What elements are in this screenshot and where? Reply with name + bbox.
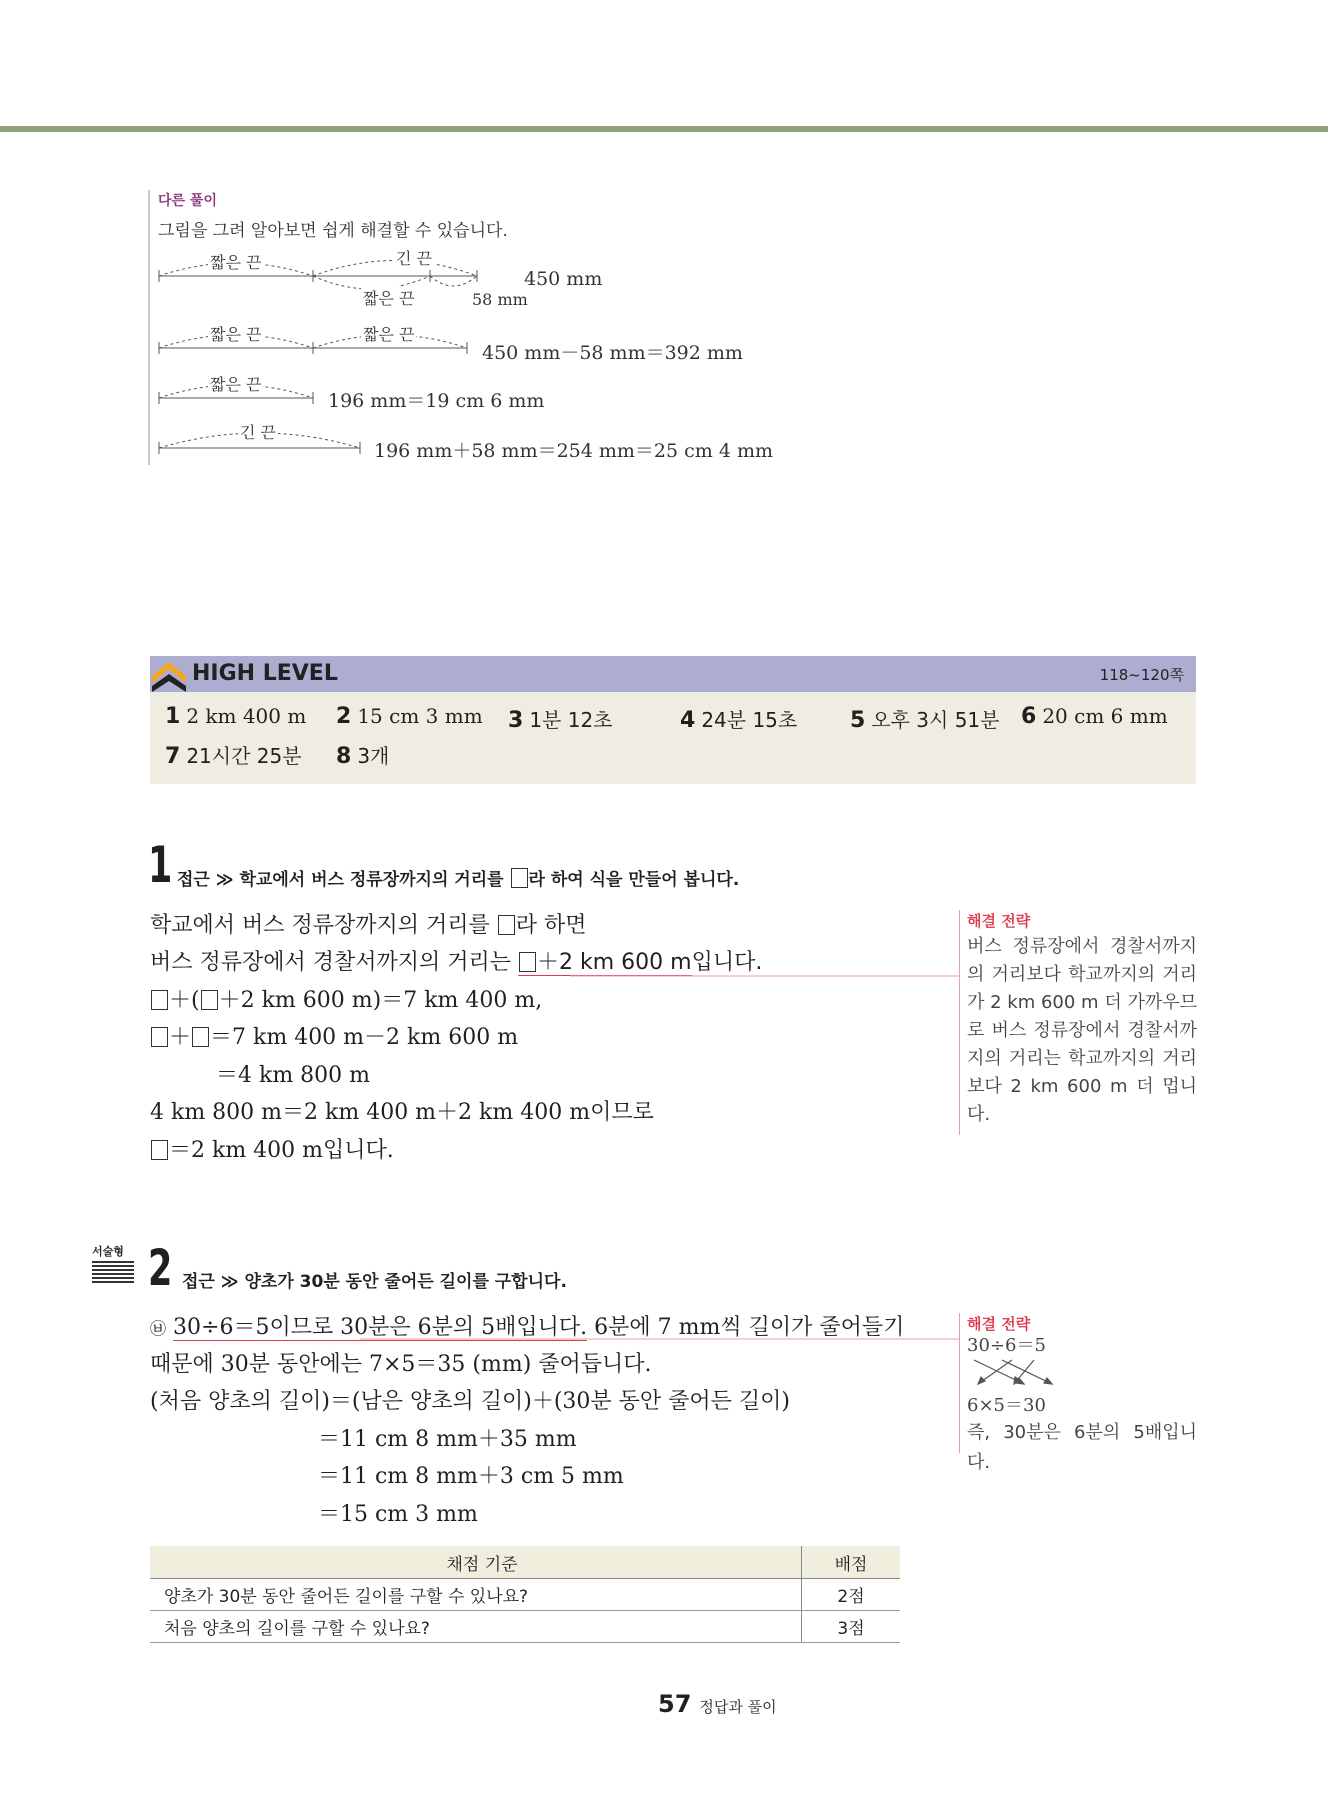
short-end-label: 짧은 끈 — [208, 250, 263, 273]
p1-line-3: ＋( ＋2 km 600 m)＝7 km 400 m, — [150, 983, 542, 1014]
p2-line-2: 때문에 30분 동안에는 7×5＝35 (mm) 줄어듭니다. — [150, 1352, 652, 1377]
p2-line-1: ㉥ 30÷6＝5이므로 30분은 6분의 5배입니다. 6분에 7 mm씩 길이가 줄어들기 — [150, 1315, 905, 1340]
answer-item: 5 오후 3시 51분 — [850, 708, 1000, 733]
scoring-table — [150, 1546, 900, 1643]
alt-solution-intro: 그림을 그려 알아보면 쉽게 해결할 수 있습니다. — [158, 221, 508, 241]
criteria-cell: 양초가 30분 동안 줄어든 길이를 구할 수 있나요? — [150, 1579, 802, 1611]
short-end-label: 짧은 끈 — [208, 372, 263, 395]
p1-line-5: ＝4 km 800 m — [216, 1063, 371, 1088]
answer-item: 1 2 km 400 m — [165, 704, 307, 729]
high-level-title: HIGH LEVEL — [192, 661, 338, 686]
p1-line-6: 4 km 800 m＝2 km 400 m＋2 km 400 m이므로 — [150, 1100, 654, 1125]
points-header: 배점 — [802, 1546, 901, 1579]
answer-item: 2 15 cm 3 mm — [336, 704, 483, 729]
strategy-text: 버스 정류장에서 경찰서까지의 거리보다 학교까지의 거리가 2 km 600 m 더 가까우므로 버스 정류장에서 경찰서까지의 거리는 학교까지의 거리보다 2 km 600 m 더 멉니다. — [967, 936, 1197, 1125]
problem-number: 2 — [148, 1239, 173, 1297]
alt-solution — [148, 190, 850, 465]
problem-approach: 접근 ≫ 양초가 30분 동안 줄어든 길이를 구합니다. — [182, 1272, 567, 1292]
essay-type-tag — [92, 1243, 134, 1285]
top-rule — [0, 126, 1328, 132]
strategy-box — [959, 1313, 1197, 1473]
chevron-up-icon — [150, 656, 188, 692]
long-end-label: 긴 끈 — [394, 246, 434, 269]
answers-panel — [150, 692, 1196, 784]
strategy-box — [959, 910, 1197, 1135]
essay-lines-icon — [92, 1261, 134, 1283]
short-end-label: 짧은 끈 — [361, 286, 416, 309]
strategy-eq-2: 6×5＝30 — [967, 1395, 1046, 1416]
problem-approach: 접근 ≫ 학교에서 버스 정류장까지의 거리를 라 하여 식을 만들어 봅니다. — [177, 870, 740, 890]
scoring-header-row — [150, 1546, 900, 1579]
page-footer — [658, 1690, 777, 1718]
p2-line-5: ＝11 cm 8 mm＋3 cm 5 mm — [318, 1464, 624, 1489]
footer-label: 정답과 풀이 — [699, 1698, 777, 1716]
strategy-title: 해결 전략 — [967, 1315, 1031, 1333]
answer-item: 4 24분 15초 — [680, 708, 798, 733]
p1-line-1: 학교에서 버스 정류장까지의 거리를 라 하면 — [150, 913, 587, 938]
p1-line-7: ＝2 km 400 m입니다. — [150, 1133, 394, 1164]
p2-line-4: ＝11 cm 8 mm＋35 mm — [318, 1427, 577, 1452]
short-end-label: 짧은 끈 — [208, 322, 263, 345]
example-mark: ㉥ — [150, 1319, 167, 1338]
strategy-title: 해결 전략 — [967, 912, 1031, 930]
answer-item: 8 3개 — [336, 744, 390, 769]
page-number: 57 — [658, 1690, 692, 1718]
p1-line-2: 버스 정류장에서 경찰서까지의 거리는 ＋2 km 600 m입니다. — [150, 950, 763, 975]
criteria-header: 채점 기준 — [150, 1546, 802, 1579]
answer-item: 6 20 cm 6 mm — [1021, 704, 1168, 729]
short-end-label: 짧은 끈 — [361, 322, 416, 345]
alt-solution-label: 다른 풀이 — [158, 193, 217, 209]
high-level-header — [150, 656, 1196, 692]
problem-number: 1 — [148, 836, 173, 894]
long-end-label: 긴 끈 — [238, 420, 278, 443]
p2-line-6: ＝15 cm 3 mm — [318, 1502, 478, 1527]
strategy-text: 즉, 30분은 6분의 5배입니다. — [967, 1422, 1197, 1473]
strategy-eq-1: 30÷6＝5 — [967, 1335, 1046, 1356]
cross-arrows-icon — [968, 1358, 1068, 1390]
table-row — [150, 1611, 900, 1643]
p2-line-3: (처음 양초의 길이)＝(남은 양초의 길이)＋(30분 동안 줄어든 길이) — [150, 1389, 790, 1414]
answer-item: 7 21시간 25분 — [165, 744, 302, 769]
alt-eq-2: 196 mm＝19 cm 6 mm — [328, 390, 545, 412]
essay-type-label: 서술형 — [92, 1245, 124, 1258]
alt-eq-3: 196 mm＋58 mm＝254 mm＝25 cm 4 mm — [374, 440, 774, 462]
alt-eq-1: 450 mm－58 mm＝392 mm — [482, 342, 743, 364]
points-cell: 3점 — [802, 1611, 901, 1643]
criteria-cell: 처음 양초의 길이를 구할 수 있나요? — [150, 1611, 802, 1643]
small-length: 58 mm — [472, 290, 528, 309]
p1-line-4: ＋ ＝7 km 400 m－2 km 600 m — [150, 1020, 518, 1051]
table-row — [150, 1579, 900, 1611]
high-level-pages: 118~120쪽 — [1099, 666, 1184, 684]
total-length: 450 mm — [524, 268, 603, 290]
answer-item: 3 1분 12초 — [508, 708, 613, 733]
points-cell: 2점 — [802, 1579, 901, 1611]
